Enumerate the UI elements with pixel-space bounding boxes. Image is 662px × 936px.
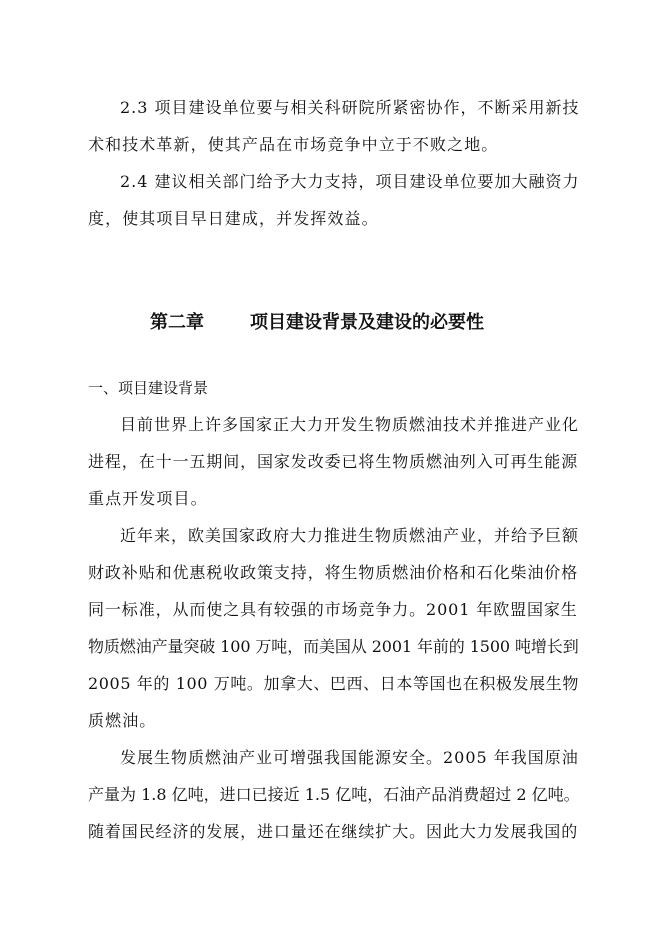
paragraph-security-line-3: 随着国民经济的发展，进口量还在继续扩大。因此大力发展我国的 <box>88 822 579 841</box>
paragraph-2-3-line-1: 2.3 项目建设单位要与相关科研院所紧密协作，不断采用新技 <box>120 98 580 117</box>
paragraph-europe-line-4: 物质燃油产量突破 100 万吨，而美国从 2001 年前的 1500 吨增长到 <box>88 637 579 656</box>
paragraph-intro-line-2: 进程，在十一五期间，国家发改委已将生物质燃油列入可再生能源 <box>88 452 579 471</box>
paragraph-security-line-1: 发展生物质燃油产业可增强我国能源安全。2005 年我国原油 <box>120 748 579 767</box>
paragraph-2-4-line-2: 度，使其项目早日建成，并发挥效益。 <box>88 209 379 228</box>
paragraph-europe-line-5: 2005 年的 100 万吨。加拿大、巴西、日本等国也在积极发展生物 <box>88 674 579 693</box>
paragraph-intro-line-1: 目前世界上许多国家正大力开发生物质燃油技术并推进产业化 <box>120 415 580 434</box>
paragraph-2-3-line-2: 术和技术革新，使其产品在市场竞争中立于不败之地。 <box>88 135 499 154</box>
chapter-title: 项目建设背景及建设的必要性 <box>250 312 484 333</box>
paragraph-intro-line-3: 重点开发项目。 <box>88 489 208 508</box>
paragraph-europe-line-6: 质燃油。 <box>88 711 157 730</box>
chapter-heading <box>150 311 484 335</box>
paragraph-europe-line-1: 近年来，欧美国家政府大力推进生物质燃油产业，并给予巨额 <box>120 526 580 545</box>
chapter-number: 第二章 <box>150 312 204 333</box>
paragraph-2-4-line-1: 2.4 建议相关部门给予大力支持，项目建设单位要加大融资力 <box>120 172 580 191</box>
paragraph-security-line-2: 产量为 1.8 亿吨，进口已接近 1.5 亿吨，石油产品消费超过 2 亿吨。 <box>88 785 580 804</box>
paragraph-europe-line-2: 财政补贴和优惠税收政策支持，将生物质燃油价格和石化柴油价格 <box>88 563 579 582</box>
section-heading: 一、项目建设背景 <box>88 379 209 397</box>
paragraph-europe-line-3: 同一标准，从而使之具有较强的市场竞争力。2001 年欧盟国家生 <box>88 600 578 619</box>
